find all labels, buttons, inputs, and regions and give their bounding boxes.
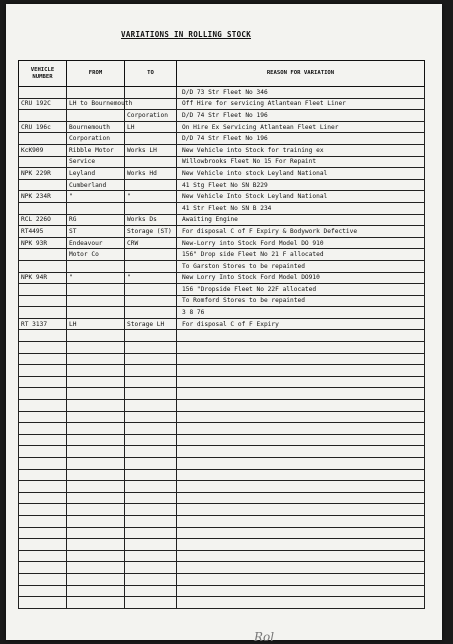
table-row bbox=[19, 87, 425, 99]
cell-reason bbox=[177, 550, 425, 562]
cell-to: Storage (ST) bbox=[125, 226, 177, 238]
document-title: VARIATIONS IN ROLLING STOCK bbox=[121, 30, 252, 39]
table-row-empty bbox=[19, 515, 425, 527]
cell-from bbox=[67, 260, 125, 272]
cell-reason bbox=[177, 481, 425, 493]
cell-to bbox=[125, 411, 177, 423]
cell-to bbox=[125, 400, 177, 412]
rolling-stock-table bbox=[18, 60, 425, 609]
cell-reason: New Vehicle into stock Leyland National bbox=[177, 168, 425, 180]
cell-from bbox=[67, 504, 125, 516]
table-row bbox=[19, 260, 425, 272]
cell-to bbox=[125, 469, 177, 481]
cell-to bbox=[125, 562, 177, 574]
cell-from bbox=[67, 307, 125, 319]
cell-vehicle-number bbox=[19, 585, 67, 597]
cell-reason: New Lorry Into Stock Ford Model DO910 bbox=[177, 272, 425, 284]
cell-vehicle-number bbox=[19, 562, 67, 574]
cell-from: Corporation bbox=[67, 133, 125, 145]
cell-from bbox=[67, 365, 125, 377]
table-row-empty bbox=[19, 458, 425, 470]
table-header-row bbox=[19, 61, 425, 87]
document-page bbox=[6, 4, 442, 644]
cell-to: " bbox=[125, 272, 177, 284]
cell-vehicle-number bbox=[19, 434, 67, 446]
cell-from: Bournemouth bbox=[67, 121, 125, 133]
cell-to bbox=[125, 133, 177, 145]
cell-to: Storage LH bbox=[125, 318, 177, 330]
table-row bbox=[19, 133, 425, 145]
cell-to bbox=[125, 388, 177, 400]
cell-vehicle-number bbox=[19, 179, 67, 191]
cell-from bbox=[67, 87, 125, 99]
cell-from bbox=[67, 539, 125, 551]
cell-from bbox=[67, 342, 125, 354]
cell-to bbox=[125, 307, 177, 319]
cell-reason bbox=[177, 585, 425, 597]
table-row-empty bbox=[19, 388, 425, 400]
table-row-empty bbox=[19, 469, 425, 481]
cell-from bbox=[67, 411, 125, 423]
table-row bbox=[19, 295, 425, 307]
table-row-empty bbox=[19, 585, 425, 597]
cell-vehicle-number bbox=[19, 376, 67, 388]
cell-to bbox=[125, 260, 177, 272]
cell-reason: New Vehicle into Stock for training ex bbox=[177, 144, 425, 156]
cell-reason: 41 Stg Fleet No SN B229 bbox=[177, 179, 425, 191]
table-row bbox=[19, 318, 425, 330]
cell-vehicle-number: CRU 192C bbox=[19, 98, 67, 110]
cell-to bbox=[125, 376, 177, 388]
cell-from: LH bbox=[67, 318, 125, 330]
cell-vehicle-number bbox=[19, 597, 67, 609]
cell-reason bbox=[177, 353, 425, 365]
cell-to: Works Hd bbox=[125, 168, 177, 180]
cell-reason bbox=[177, 400, 425, 412]
cell-to bbox=[125, 284, 177, 296]
table-row bbox=[19, 179, 425, 191]
table-row-empty bbox=[19, 423, 425, 435]
table-row bbox=[19, 284, 425, 296]
cell-to bbox=[125, 353, 177, 365]
table-row bbox=[19, 110, 425, 122]
table-row bbox=[19, 307, 425, 319]
cell-reason: 3 8 76 bbox=[177, 307, 425, 319]
cell-vehicle-number bbox=[19, 400, 67, 412]
cell-reason bbox=[177, 365, 425, 377]
cell-from: RG bbox=[67, 214, 125, 226]
cell-from bbox=[67, 515, 125, 527]
table-row-empty bbox=[19, 481, 425, 493]
cell-vehicle-number: CRU 196c bbox=[19, 121, 67, 133]
table-row bbox=[19, 226, 425, 238]
cell-from: Ribble Motor bbox=[67, 144, 125, 156]
table-row-empty bbox=[19, 446, 425, 458]
signature: Rol bbox=[254, 630, 275, 644]
cell-vehicle-number bbox=[19, 458, 67, 470]
table-row bbox=[19, 98, 425, 110]
cell-vehicle-number bbox=[19, 492, 67, 504]
table-row-empty bbox=[19, 597, 425, 609]
cell-vehicle-number: KcK909 bbox=[19, 144, 67, 156]
cell-vehicle-number bbox=[19, 550, 67, 562]
cell-reason bbox=[177, 388, 425, 400]
cell-to bbox=[125, 458, 177, 470]
cell-vehicle-number bbox=[19, 504, 67, 516]
cell-reason bbox=[177, 515, 425, 527]
cell-reason: Awaiting Engine bbox=[177, 214, 425, 226]
header-from: FROM bbox=[67, 61, 125, 87]
cell-vehicle-number bbox=[19, 295, 67, 307]
cell-reason bbox=[177, 597, 425, 609]
cell-to bbox=[125, 295, 177, 307]
cell-reason bbox=[177, 562, 425, 574]
cell-reason bbox=[177, 330, 425, 342]
cell-reason: 156" Drop side Fleet No 21 F allocated bbox=[177, 249, 425, 261]
cell-to bbox=[125, 98, 177, 110]
cell-to bbox=[125, 446, 177, 458]
table-row-empty bbox=[19, 492, 425, 504]
cell-reason bbox=[177, 342, 425, 354]
cell-vehicle-number bbox=[19, 388, 67, 400]
cell-vehicle-number bbox=[19, 539, 67, 551]
cell-from: ST bbox=[67, 226, 125, 238]
table-row bbox=[19, 144, 425, 156]
cell-to: Corporation bbox=[125, 110, 177, 122]
cell-from bbox=[67, 388, 125, 400]
cell-from: LH to Bournemouth bbox=[67, 98, 125, 110]
cell-from bbox=[67, 295, 125, 307]
table-row bbox=[19, 249, 425, 261]
cell-reason bbox=[177, 573, 425, 585]
cell-vehicle-number: RCL 226O bbox=[19, 214, 67, 226]
cell-from bbox=[67, 597, 125, 609]
cell-vehicle-number bbox=[19, 446, 67, 458]
cell-vehicle-number bbox=[19, 515, 67, 527]
cell-from bbox=[67, 492, 125, 504]
header-reason: REASON FOR VARIATION bbox=[177, 61, 425, 87]
cell-reason: For disposal C of F Expiry & Bodywork Defective bbox=[177, 226, 425, 238]
cell-to: Works LH bbox=[125, 144, 177, 156]
cell-from: Cumberland bbox=[67, 179, 125, 191]
table-row-empty bbox=[19, 434, 425, 446]
cell-to bbox=[125, 527, 177, 539]
cell-to bbox=[125, 515, 177, 527]
cell-vehicle-number bbox=[19, 110, 67, 122]
cell-reason: Willowbrooks Fleet No 15 For Repaint bbox=[177, 156, 425, 168]
cell-vehicle-number: RT 3137 bbox=[19, 318, 67, 330]
cell-reason bbox=[177, 469, 425, 481]
cell-to: LH bbox=[125, 121, 177, 133]
table-row-empty bbox=[19, 539, 425, 551]
table-row-empty bbox=[19, 573, 425, 585]
cell-reason: D/D 74 Str Fleet No 196 bbox=[177, 110, 425, 122]
table-row-empty bbox=[19, 527, 425, 539]
cell-vehicle-number bbox=[19, 469, 67, 481]
cell-from bbox=[67, 550, 125, 562]
cell-vehicle-number bbox=[19, 573, 67, 585]
cell-to bbox=[125, 179, 177, 191]
cell-vehicle-number bbox=[19, 342, 67, 354]
cell-vehicle-number bbox=[19, 249, 67, 261]
cell-to bbox=[125, 434, 177, 446]
cell-vehicle-number bbox=[19, 260, 67, 272]
cell-to bbox=[125, 365, 177, 377]
cell-from bbox=[67, 527, 125, 539]
cell-reason bbox=[177, 411, 425, 423]
cell-to bbox=[125, 492, 177, 504]
cell-from: " bbox=[67, 191, 125, 203]
table-body bbox=[19, 87, 425, 609]
table-row bbox=[19, 214, 425, 226]
cell-reason bbox=[177, 434, 425, 446]
cell-vehicle-number: NPK 229R bbox=[19, 168, 67, 180]
cell-reason bbox=[177, 504, 425, 516]
cell-from bbox=[67, 423, 125, 435]
cell-to bbox=[125, 550, 177, 562]
cell-reason: Off Hire for servicing Atlantean Fleet Liner bbox=[177, 98, 425, 110]
table-row-empty bbox=[19, 342, 425, 354]
cell-from: Service bbox=[67, 156, 125, 168]
cell-from bbox=[67, 330, 125, 342]
cell-reason bbox=[177, 423, 425, 435]
cell-from bbox=[67, 585, 125, 597]
cell-from bbox=[67, 562, 125, 574]
cell-reason: New-Lorry into Stock Ford Model DO 910 bbox=[177, 237, 425, 249]
cell-reason: D/D 74 Str Fleet No 196 bbox=[177, 133, 425, 145]
cell-vehicle-number bbox=[19, 481, 67, 493]
cell-from bbox=[67, 469, 125, 481]
cell-reason: D/D 73 Str Fleet No 346 bbox=[177, 87, 425, 99]
cell-vehicle-number bbox=[19, 133, 67, 145]
cell-to: CRW bbox=[125, 237, 177, 249]
table-row bbox=[19, 121, 425, 133]
cell-from: " bbox=[67, 272, 125, 284]
cell-vehicle-number bbox=[19, 411, 67, 423]
cell-to bbox=[125, 202, 177, 214]
table-row-empty bbox=[19, 550, 425, 562]
cell-vehicle-number bbox=[19, 307, 67, 319]
cell-from bbox=[67, 110, 125, 122]
cell-from bbox=[67, 284, 125, 296]
cell-to bbox=[125, 156, 177, 168]
cell-reason bbox=[177, 446, 425, 458]
cell-reason bbox=[177, 492, 425, 504]
cell-reason bbox=[177, 527, 425, 539]
cell-to bbox=[125, 481, 177, 493]
cell-vehicle-number bbox=[19, 202, 67, 214]
cell-from bbox=[67, 400, 125, 412]
cell-reason bbox=[177, 539, 425, 551]
table-row bbox=[19, 191, 425, 203]
table-row-empty bbox=[19, 353, 425, 365]
cell-to bbox=[125, 573, 177, 585]
cell-from bbox=[67, 353, 125, 365]
cell-to bbox=[125, 342, 177, 354]
cell-to bbox=[125, 539, 177, 551]
cell-from: Leyland bbox=[67, 168, 125, 180]
table-row bbox=[19, 156, 425, 168]
cell-vehicle-number: RT4495 bbox=[19, 226, 67, 238]
cell-from: Endeavour bbox=[67, 237, 125, 249]
cell-reason: For disposal C of F Expiry bbox=[177, 318, 425, 330]
cell-reason: New Vehicle Into Stock Leyland National bbox=[177, 191, 425, 203]
table-row-empty bbox=[19, 330, 425, 342]
cell-reason: To Romford Stores to be repainted bbox=[177, 295, 425, 307]
cell-to: " bbox=[125, 191, 177, 203]
cell-reason: 41 Str Fleet No SN B 234 bbox=[177, 202, 425, 214]
table-row bbox=[19, 168, 425, 180]
cell-to bbox=[125, 249, 177, 261]
table-row-empty bbox=[19, 376, 425, 388]
cell-from bbox=[67, 376, 125, 388]
cell-reason bbox=[177, 458, 425, 470]
table-row-empty bbox=[19, 411, 425, 423]
cell-vehicle-number bbox=[19, 353, 67, 365]
cell-from bbox=[67, 573, 125, 585]
header-to: TO bbox=[125, 61, 177, 87]
cell-from: Motor Co bbox=[67, 249, 125, 261]
cell-vehicle-number bbox=[19, 365, 67, 377]
cell-vehicle-number: NPK 234R bbox=[19, 191, 67, 203]
cell-from bbox=[67, 202, 125, 214]
cell-to bbox=[125, 87, 177, 99]
cell-to bbox=[125, 585, 177, 597]
cell-to bbox=[125, 597, 177, 609]
table-row-empty bbox=[19, 365, 425, 377]
cell-vehicle-number: NPK 94R bbox=[19, 272, 67, 284]
cell-reason: To Garston Stores to be repainted bbox=[177, 260, 425, 272]
cell-to bbox=[125, 423, 177, 435]
cell-reason bbox=[177, 376, 425, 388]
cell-to bbox=[125, 330, 177, 342]
cell-reason: On Hire Ex Servicing Atlantean Fleet Liner bbox=[177, 121, 425, 133]
cell-vehicle-number: NPK 93R bbox=[19, 237, 67, 249]
cell-from bbox=[67, 446, 125, 458]
table-row bbox=[19, 237, 425, 249]
cell-reason: 156 "Dropside Fleet No 22F allocated bbox=[177, 284, 425, 296]
cell-from bbox=[67, 434, 125, 446]
cell-from bbox=[67, 458, 125, 470]
cell-to bbox=[125, 504, 177, 516]
cell-vehicle-number bbox=[19, 527, 67, 539]
cell-to: Works Ds bbox=[125, 214, 177, 226]
cell-vehicle-number bbox=[19, 423, 67, 435]
table-row bbox=[19, 202, 425, 214]
cell-vehicle-number bbox=[19, 87, 67, 99]
cell-from bbox=[67, 481, 125, 493]
cell-vehicle-number bbox=[19, 156, 67, 168]
cell-vehicle-number bbox=[19, 330, 67, 342]
table-row bbox=[19, 272, 425, 284]
header-vehicle-number: VEHICLE NUMBER bbox=[19, 61, 67, 87]
table-row-empty bbox=[19, 562, 425, 574]
table-row-empty bbox=[19, 400, 425, 412]
table-row-empty bbox=[19, 504, 425, 516]
cell-vehicle-number bbox=[19, 284, 67, 296]
